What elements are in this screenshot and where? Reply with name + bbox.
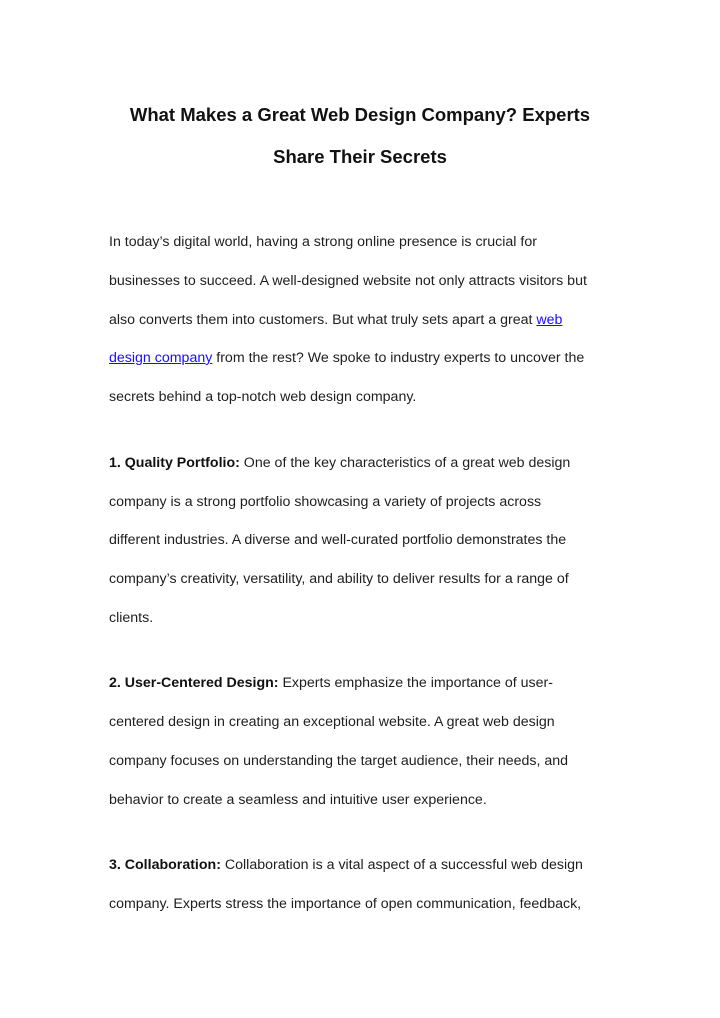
section-heading: 3. Collaboration: [109, 857, 221, 873]
section-line: company focuses on understanding the target audience, their needs, and [109, 753, 569, 769]
section-line [109, 675, 553, 691]
intro-line [109, 350, 584, 366]
intro-text: also converts them into customers. But what truly sets apart a great [109, 312, 537, 328]
web-design-company-link[interactable]: web [536, 312, 563, 328]
intro-line: In today’s digital world, having a strong online presence is crucial for [109, 234, 537, 250]
section-text: Experts emphasize the importance of user- [278, 675, 553, 691]
document-title-line-1: What Makes a Great Web Design Company? Experts [129, 104, 591, 125]
section-heading: 1. Quality Portfolio: [109, 455, 240, 471]
document-title-line-2: Share Their Secrets [273, 146, 447, 167]
section-line: company. Experts stress the importance of open communication, feedback, [109, 896, 582, 912]
section-line [109, 455, 570, 471]
section-line: behavior to create a seamless and intuitive user experience. [109, 792, 487, 808]
intro-text: from the rest? We spoke to industry experts to uncover the [212, 350, 585, 366]
intro-line: secrets behind a top-notch web design company. [109, 389, 417, 405]
section-line: clients. [109, 610, 154, 626]
section-line: centered design in creating an exceptional website. A great web design [109, 714, 555, 730]
intro-line: businesses to succeed. A well-designed website not only attracts visitors but [109, 273, 587, 289]
section-line: company’s creativity, versatility, and ability to deliver results for a range of [109, 571, 569, 587]
section-line: company is a strong portfolio showcasing a variety of projects across [109, 494, 542, 510]
web-design-company-link[interactable]: design company [109, 350, 213, 366]
section-text: Collaboration is a vital aspect of a successful web design [220, 857, 583, 873]
section-heading: 2. User-Centered Design: [109, 675, 279, 691]
section-line [109, 857, 583, 873]
section-text: One of the key characteristics of a great web design [239, 455, 571, 471]
section-line: different industries. A diverse and well-curated portfolio demonstrates the [109, 532, 567, 548]
intro-line [109, 312, 562, 328]
